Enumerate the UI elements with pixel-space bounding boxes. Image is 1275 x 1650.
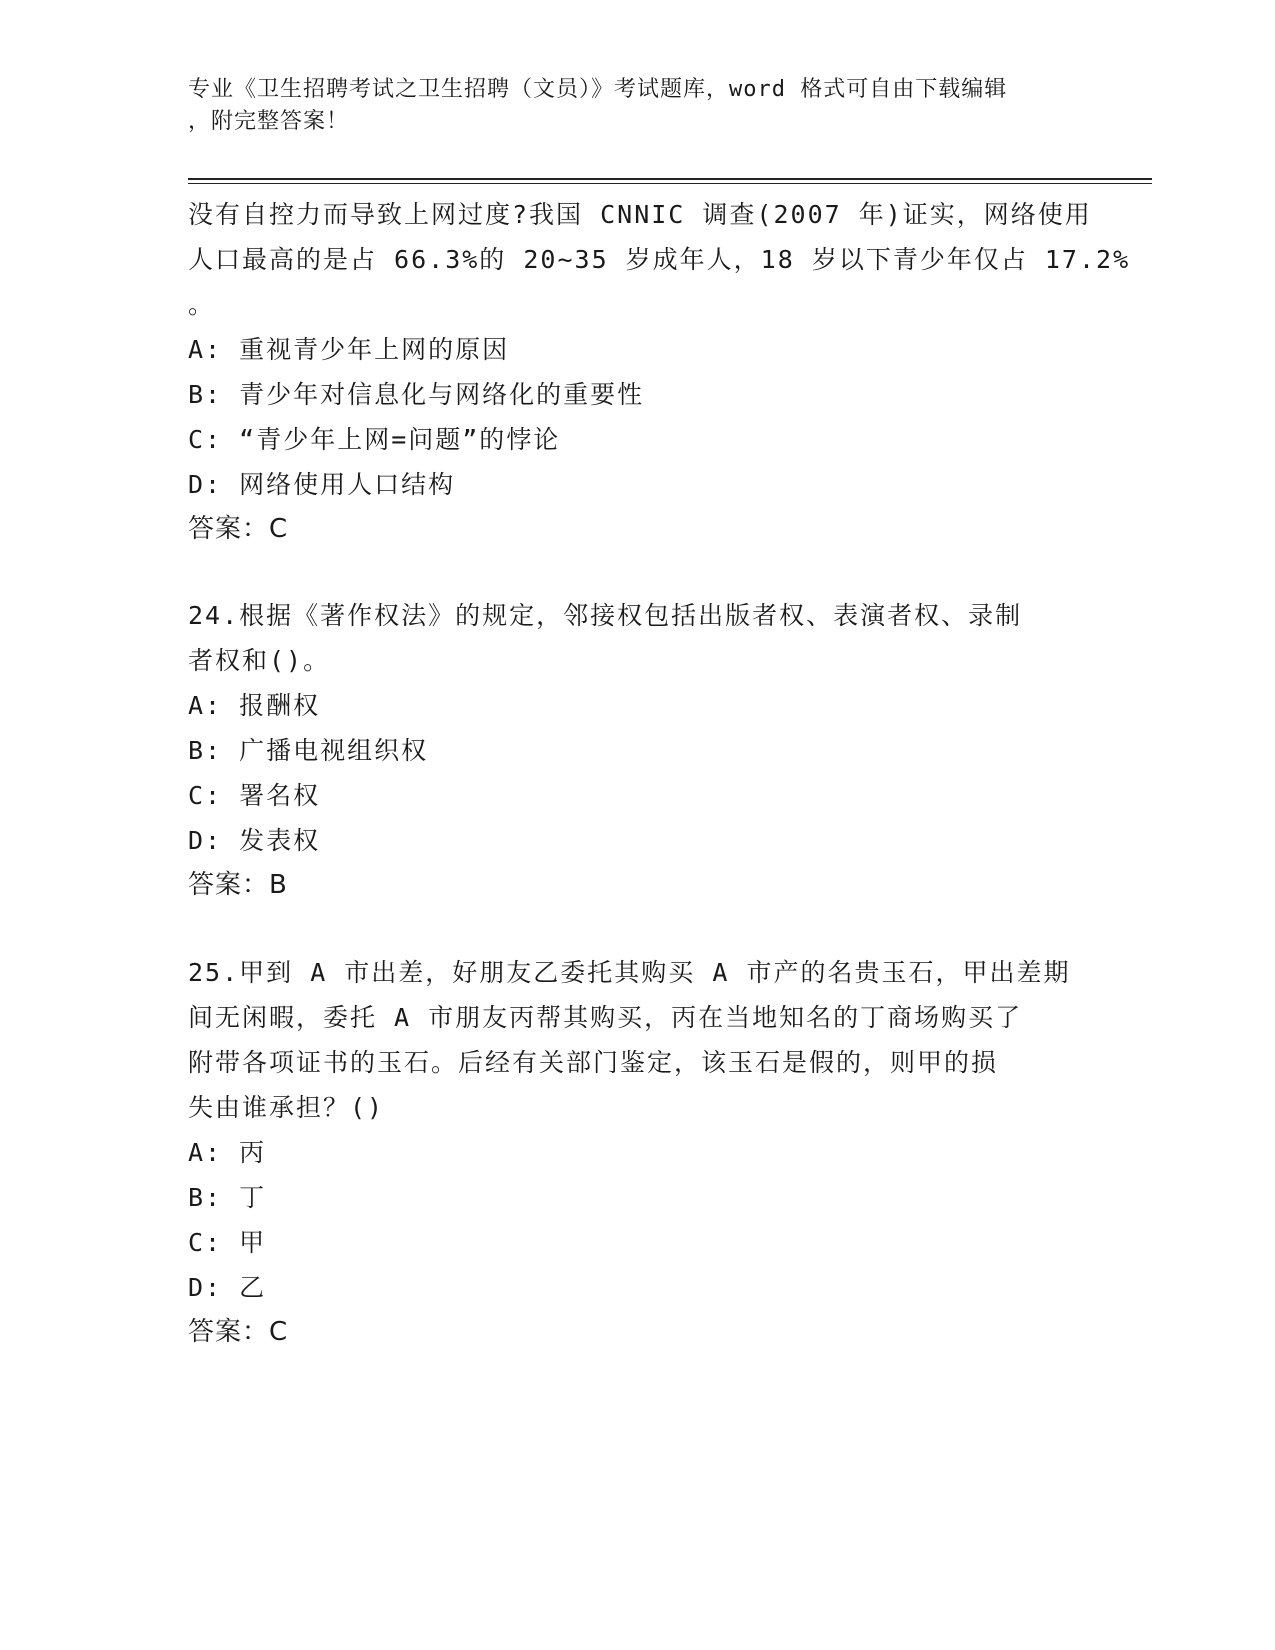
option-c: C: “青少年上网=问题”的悖论 [188,425,561,454]
answer-label: 答案：C [188,514,289,544]
option-b: B: 青少年对信息化与网络化的重要性 [188,380,645,409]
option-b: B: 丁 [188,1183,267,1212]
spacer [188,908,1088,950]
document-header [188,74,1088,138]
option-d: D: 发表权 [188,826,321,855]
header-divider-thick [188,178,1152,180]
header-line-1: 专业《卫生招聘考试之卫生招聘（文员）》考试题库，word 格式可自由下载编辑 [188,77,1008,102]
question-stem-line: 附带各项证书的玉石。后经有关部门鉴定，该玉石是假的，则甲的损 [188,1048,999,1077]
option-c: C: 甲 [188,1228,267,1257]
option-a: A: 重视青少年上网的原因 [188,335,510,364]
question-stem-line: 间无闲暇，委托 A 市朋友丙帮其购买，丙在当地知名的丁商场购买了 [188,1003,1023,1032]
option-b: B: 广播电视组织权 [188,736,429,765]
question-23 [188,192,1131,552]
option-c: C: 署名权 [188,781,321,810]
question-stem-line: 人口最高的是占 66.3%的 20~35 岁成年人，18 岁以下青少年仅占 17.2% [188,245,1131,274]
question-list [188,192,1131,1355]
question-stem-line: 者权和()。 [188,646,331,675]
question-25 [188,950,1088,1355]
answer-label: 答案：C [188,1317,289,1347]
question-stem-line: 25.甲到 A 市出差，好朋友乙委托其购买 A 市产的名贵玉石，甲出差期 [188,958,1071,987]
header-line-2: ，附完整答案！ [188,109,350,134]
spacer [188,552,1088,593]
question-24 [188,593,1088,908]
question-stem-line: 。 [188,290,216,319]
question-stem-line: 失由谁承担？() [188,1093,385,1122]
header-divider-thin [188,183,1152,184]
option-d: D: 乙 [188,1273,267,1302]
question-stem-line: 24.根据《著作权法》的规定，邻接权包括出版者权、表演者权、录制 [188,601,1023,630]
option-d: D: 网络使用人口结构 [188,470,456,499]
option-a: A: 报酬权 [188,691,321,720]
option-a: A: 丙 [188,1138,267,1167]
question-stem-line: 没有自控力而导致上网过度?我国 CNNIC 调查(2007 年)证实，网络使用 [188,200,1092,229]
answer-label: 答案：B [188,870,288,900]
